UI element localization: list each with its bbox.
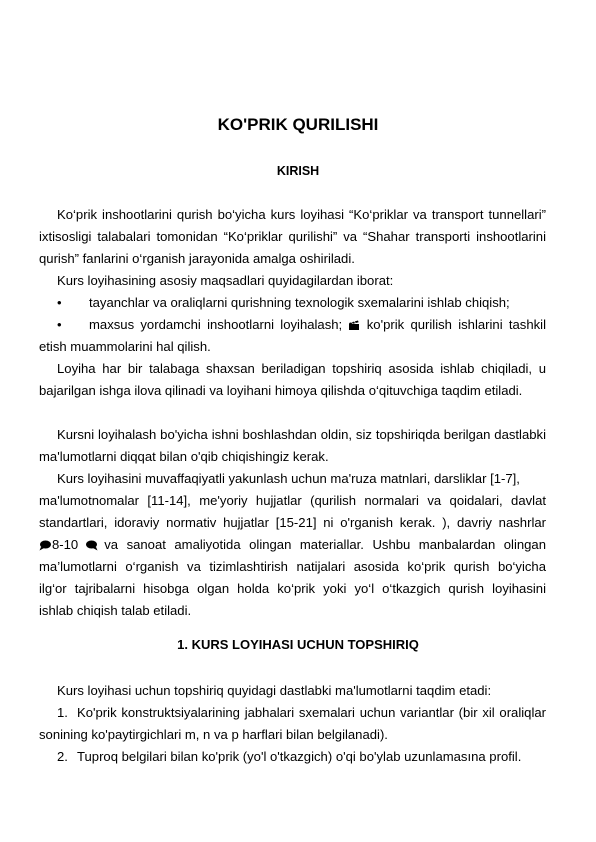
- item-text: Tuproq belgilari bilan ko'prik (yo'l o'tkazgich) o'qi bo'ylab uzunlamasına profil.: [77, 749, 522, 764]
- reference-range: 8-10: [52, 537, 79, 552]
- paragraph-5-line-4-text: va sanoat amaliyotida olingan materiallar. Ushbu manbalardan olingan: [104, 537, 546, 552]
- item-text: Ko'prik konstruktsiyalarining jabhalari sxemalari uchun variantlar (bir xil oraliqlar sonining ko'paytirgichlari m, n va p harflari bilan belgilanadi).: [39, 705, 546, 742]
- bullet-text-a: maxsus yordamchi inshootlarni loyihalash;: [89, 317, 343, 332]
- intro-paragraph-5-line-1: Kurs loyihasini muvaffaqiyatli yakunlash uchun ma'ruza matnlari, darsliklar [1-7],: [57, 471, 520, 486]
- clapperboard-icon: [348, 320, 360, 331]
- bullet-marker: •: [57, 295, 62, 310]
- bullet-marker: •: [57, 317, 62, 332]
- intro-paragraph-3: Loyiha har bir talabaga shaxsan beriladigan topshiriq asosida ishlab chiqiladi, u bajarilgan ishga ilova qilinadi va loyihani himoya qilishda o‘qituvchiga taqdim etiladi.: [39, 361, 546, 398]
- intro-paragraph-5-line-5: ma’lumotlarni o‘rganish va tizimlashtirish natijalari asosida ko‘prik qurish bo‘yicha: [39, 559, 546, 574]
- section-heading-intro: KIRISH: [276, 164, 320, 178]
- section-heading-task: 1. KURS LOYIHASI UCHUN TOPSHIRIQ: [177, 637, 419, 652]
- intro-paragraph-4: Kursni loyihalash bo'yicha ishni boshlashdan oldin, siz topshiriqda berilgan dastlabki ma'lumotlarni diqqat bilan o'qib chiqishingiz kerak.: [39, 427, 546, 464]
- item-number: 1.: [57, 705, 68, 720]
- bullet-text: tayanchlar va oraliqlarni qurishning texnologik sxemalarini ishlab chiqish;: [89, 295, 510, 310]
- intro-paragraph-2: Kurs loyihasining asosiy maqsadlari quyidagilardan iborat:: [57, 273, 394, 288]
- numbered-item-2: [39, 746, 546, 768]
- speech-bubble-left-icon: [39, 540, 51, 551]
- intro-paragraph-5-line-2: ma'lumotnomalar [11-14], me'yoriy hujjatlar (qurilish normalari va qoidalari, davlat: [39, 493, 546, 508]
- intro-paragraph-1: Ko‘prik inshootlarini qurish bo‘yicha kurs loyihasi “Ko‘priklar va transport tunnellari” ixtisosligi talabalari tomonidan “Ko‘priklar qurilishi” va “Shahar transporti inshootlarini qurish” fanlarini o‘rganish jarayonida amalga oshiriladi.: [39, 207, 546, 266]
- document-title: KO'PRIK QURILISHI: [217, 115, 379, 134]
- intro-paragraph-5-line-3: standartlari, idoraviy normativ hujjatlar [15-21] ni o'rganish kerak. ), davriy nashrlar: [39, 515, 546, 530]
- numbered-item-1: [39, 702, 546, 746]
- intro-paragraph-5-line-6: ilg‘or tajribalarni hisobga olgan holda ko‘prik yoki yo‘l o‘tkazgich qurish loyihasini: [39, 581, 546, 596]
- bullet-item-1: [39, 292, 546, 314]
- bullet-item-2: [39, 314, 546, 358]
- item-number: 2.: [57, 749, 68, 764]
- task-paragraph-1: Kurs loyihasi uchun topshiriq quyidagi dastlabki ma'lumotlarni taqdim etadi:: [57, 683, 492, 698]
- bullet-text-b: ko'prik qurilish ishlarini tashkil etish muammolarini hal qilish.: [39, 317, 546, 354]
- intro-paragraph-5-line-4: [39, 534, 546, 556]
- intro-paragraph-5-line-7: ishlab chiqish talab etiladi.: [39, 603, 192, 618]
- speech-bubble-right-icon: [86, 540, 98, 551]
